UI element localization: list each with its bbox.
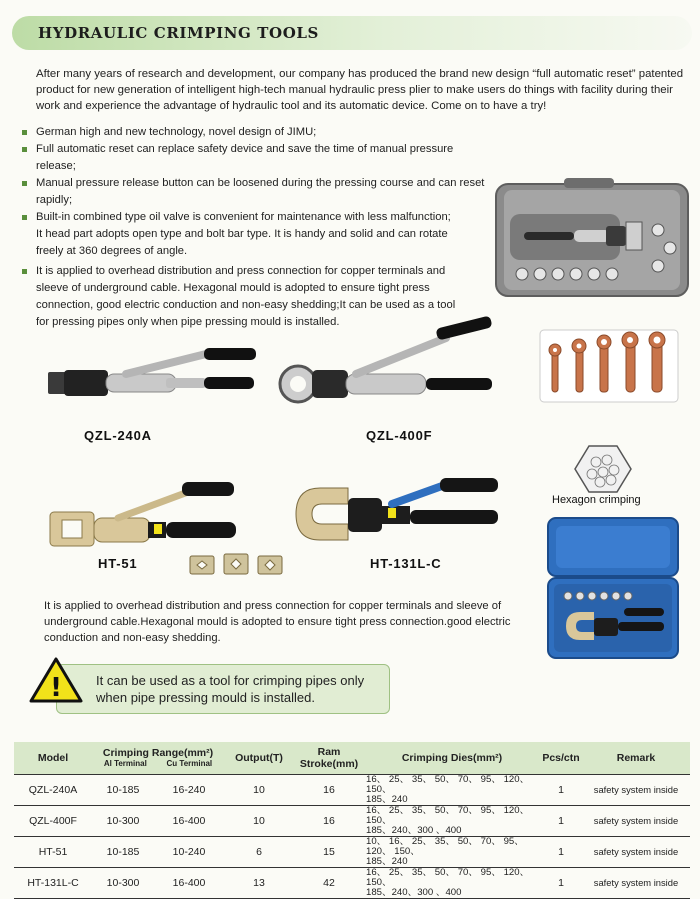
cell-remark: safety system inside	[582, 836, 690, 867]
col-header-model: Model	[37, 751, 69, 764]
list-item: Manual pressure release button can be loosened during the pressing course and can reset rapidly;	[22, 175, 492, 209]
cell-ram: 15	[294, 836, 364, 867]
hexagon-crimp-icon	[574, 444, 632, 494]
cell-output: 13	[224, 867, 294, 898]
hexagon-crimping-label: Hexagon crimping	[552, 494, 641, 506]
cell-cu: 16-240	[154, 774, 224, 805]
model-label-qzl-400f: QZL-400F	[366, 428, 433, 443]
application-paragraph: It is applied to overhead distribution and press connection for copper terminals and sleeve of underground cable.Hexagonal mould is adopted to ensure tight press connection.good electric conduction and non-easy shedding.	[44, 600, 511, 644]
col-subheader-cu: Cu Terminal	[166, 759, 213, 769]
table-row	[14, 805, 690, 836]
copper-terminals-image	[540, 330, 678, 402]
model-label-ht-131l-c: HT-131L-C	[370, 556, 442, 571]
cell-pcs: 1	[540, 774, 582, 805]
list-item: It is applied to overhead distribution and press connection for copper terminals and	[22, 263, 492, 280]
col-subheader-al: Al Terminal	[103, 759, 147, 769]
grey-tool-case-image	[494, 178, 690, 300]
list-item: Full automatic reset can replace safety device and save the time of manual pressure release;	[22, 141, 492, 175]
cell-remark: safety system inside	[582, 805, 690, 836]
table-row	[14, 774, 690, 805]
page-title: HYDRAULIC CRIMPING TOOLS	[38, 24, 319, 42]
table-row	[14, 836, 690, 867]
bullet-icon	[22, 181, 27, 186]
col-header-output: Output(T)	[235, 751, 283, 764]
list-item-continued: sleeve of underground cable. Hexagonal mould is adopted to ensure tight press	[36, 282, 430, 294]
list-item-continued: connection, good electric conduction and non-easy shedding;It can be used as a tool	[36, 299, 456, 311]
col-header-pcs: Pcs/ctn	[542, 751, 580, 764]
bullet-icon	[22, 269, 27, 274]
col-header-dies: Crimping Dies(mm²)	[401, 751, 503, 764]
title-bar	[12, 16, 692, 50]
cell-cu: 10-240	[154, 836, 224, 867]
cell-output: 6	[224, 836, 294, 867]
intro-paragraph	[36, 66, 696, 114]
list-item: German high and new technology, novel design of JIMU;	[22, 124, 492, 141]
bullet-icon	[22, 215, 27, 220]
cell-ram: 42	[294, 867, 364, 898]
cell-model: QZL-400F	[14, 805, 92, 836]
list-item-continued: freely at 360 degrees of angle.	[36, 245, 188, 257]
col-header-ram: Ram Stroke(mm)	[299, 745, 359, 770]
cell-pcs: 1	[540, 836, 582, 867]
list-item-continued: It head part adopts open type and bolt bar type. It is handy and solid and can rotate	[36, 228, 448, 240]
feature-list	[22, 124, 492, 331]
cell-output: 10	[224, 805, 294, 836]
cell-remark: safety system inside	[582, 774, 690, 805]
blue-tool-case-image	[546, 516, 680, 660]
model-label-qzl-240a: QZL-240A	[84, 428, 152, 443]
qzl-240a-tool-image	[46, 342, 258, 412]
crimp-dies-image	[188, 552, 284, 578]
spec-table	[14, 742, 690, 899]
cell-output: 10	[224, 774, 294, 805]
cell-ram: 16	[294, 774, 364, 805]
cell-al: 10-300	[92, 867, 154, 898]
cell-al: 10-185	[92, 774, 154, 805]
cell-al: 10-185	[92, 836, 154, 867]
list-item: Built-in combined type oil valve is convenient for maintenance with less malfunction;	[22, 209, 492, 226]
table-row	[14, 867, 690, 898]
cell-dies: 16、 25、 35、 50、 70、 95、 120、 150、 185、240、300 、400	[364, 805, 540, 836]
warning-triangle-icon	[28, 656, 84, 704]
list-item-continued: for pressing pipes only when pipe pressing mould is installed.	[36, 316, 340, 328]
table-header-row	[14, 742, 690, 774]
cell-model: HT-51	[14, 836, 92, 867]
cell-cu: 16-400	[154, 867, 224, 898]
qzl-400f-tool-image	[276, 318, 496, 408]
cell-dies: 16、 25、 35、 50、 70、 95、 120、 150、 185、240	[364, 774, 540, 805]
bullet-icon	[22, 130, 27, 135]
intro-text: After many years of research and development, our company has produced the brand new design “full automatic reset” patented product for new generation of intelligent high-tech manual hydraulic press plier to make users do things with facility during their work and experience the advantage of hydraulic tool and its automatic device. Come on to have a try!	[36, 68, 684, 112]
warning-text: It can be used as a tool for crimping pipes only when pipe pressing mould is installed.	[96, 673, 365, 705]
cell-pcs: 1	[540, 805, 582, 836]
cell-ram: 16	[294, 805, 364, 836]
bullet-icon	[22, 147, 27, 152]
cell-model: QZL-240A	[14, 774, 92, 805]
warning-symbol: !	[50, 673, 62, 703]
cell-remark: safety system inside	[582, 867, 690, 898]
model-label-ht-51: HT-51	[98, 556, 138, 571]
ht-51-tool-image	[48, 478, 238, 550]
cell-model: HT-131L-C	[14, 867, 92, 898]
cell-cu: 16-400	[154, 805, 224, 836]
cell-pcs: 1	[540, 867, 582, 898]
ht-131l-c-tool-image	[292, 474, 502, 546]
cell-dies: 10、 16、 25、 35、 50、 70、 95、 120、 150、 185、240	[364, 836, 540, 867]
cell-al: 10-300	[92, 805, 154, 836]
col-header-remark: Remark	[616, 751, 656, 764]
col-header-range: Crimping Range(mm²) Al Terminal Cu Terminal	[102, 747, 214, 769]
cell-dies: 16、 25、 35、 50、 70、 95、 120、 150、 185、240、300 、400	[364, 867, 540, 898]
